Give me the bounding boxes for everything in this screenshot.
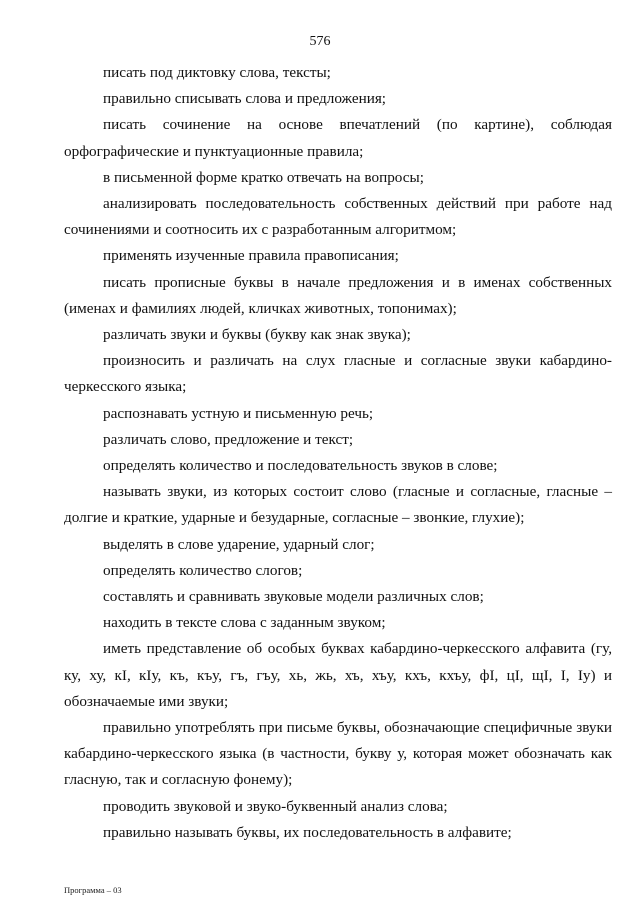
list-item: иметь представление об особых буквах кабардино-черкесского алфавита (гу, ку, ху, кI, кIу, къ, къу, гъ, гъу, хь, жь, хъ, хъу, кхъ, кхъу, фI, цI, щI, I, Iу) и обозначаемые ими звуки; — [64, 640, 612, 710]
list-item: писать прописные буквы в начале предложения и в именах собственных (именах и фамилиях людей, кличках животных, топонимах); — [64, 273, 612, 317]
list-item: определять количество и последовательность звуков в слове; — [103, 457, 498, 475]
list-item: в письменной форме кратко отвечать на вопросы; — [103, 168, 424, 186]
list-item: различать слово, предложение и текст; — [103, 430, 354, 448]
list-item: проводить звуковой и звуко-буквенный анализ слова; — [103, 797, 448, 815]
list-item: правильно называть буквы, их последовательность в алфавите; — [103, 823, 512, 841]
list-item: составлять и сравнивать звуковые модели различных слов; — [103, 588, 484, 606]
page-number: 576 — [309, 34, 331, 49]
list-item: определять количество слогов; — [103, 561, 303, 579]
list-item: распознавать устную и письменную речь; — [103, 404, 374, 422]
list-item: правильно употреблять при письме буквы, обозначающие специфичные звуки кабардино-черкесского языка (в частности, букву у, которая может обозначать как гласную, так и согласную фонему); — [64, 719, 612, 789]
list-item: называть звуки, из которых состоит слово (гласные и согласные, гласные – долгие и краткие, ударные и безударные, согласные – звонкие, глухие); — [64, 483, 612, 527]
list-item: писать сочинение на основе впечатлений (по картине), соблюдая орфографические и пунктуационные правила; — [64, 116, 612, 160]
list-item: находить в тексте слова с заданным звуком; — [103, 614, 386, 632]
list-item: применять изученные правила правописания; — [103, 247, 399, 265]
footer-label: Программа – 03 — [64, 885, 122, 895]
document-body — [64, 60, 612, 846]
list-item: произносить и различать на слух гласные и согласные звуки кабардино-черкесского языка; — [64, 352, 612, 396]
list-item: выделять в слове ударение, ударный слог; — [103, 535, 375, 553]
list-item: писать под диктовку слова, тексты; — [103, 64, 331, 81]
list-item: правильно списывать слова и предложения; — [103, 90, 387, 108]
list-item: различать звуки и буквы (букву как знак звука); — [103, 326, 411, 344]
list-item: анализировать последовательность собственных действий при работе над сочинениями и соотносить их с разработанным алгоритмом; — [64, 195, 612, 239]
